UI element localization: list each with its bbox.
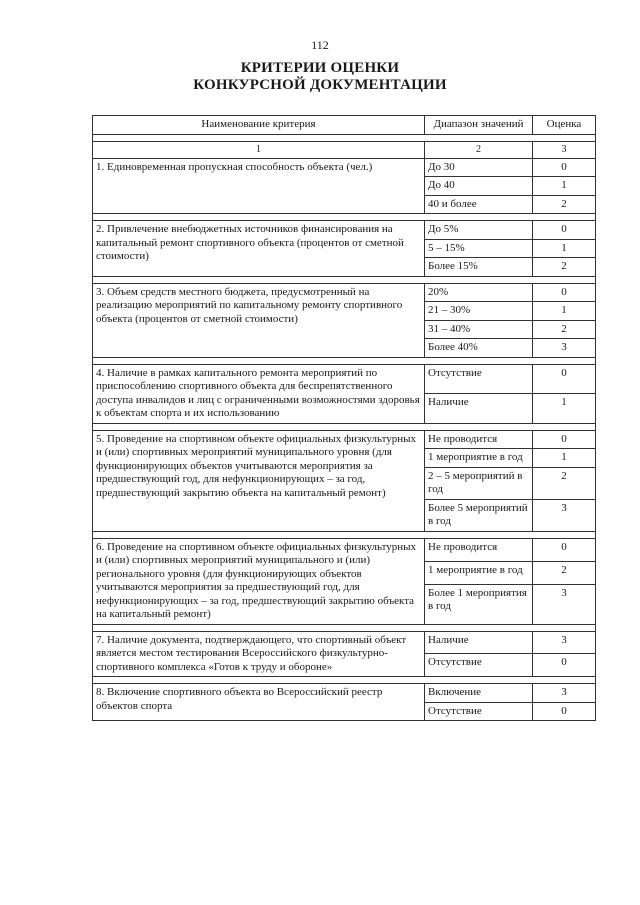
- title-line-1: КРИТЕРИИ ОЦЕНКИ: [240, 60, 400, 76]
- value-range: 1 мероприятие в год: [425, 561, 533, 584]
- row-gap: [93, 214, 596, 221]
- criterion-name: 7. Наличие документа, подтверждающего, что спортивный объект является местом тестирования Всероссийского физкультурно-спортивного комплекса «Готов к труду и обороне»: [93, 631, 425, 677]
- score-value: 3: [533, 584, 596, 624]
- score-value: 0: [533, 283, 596, 302]
- score-value: 2: [533, 467, 596, 499]
- score-value: 1: [533, 177, 596, 196]
- table-header-row: [93, 116, 596, 135]
- table-row: [93, 538, 596, 561]
- score-value: 0: [533, 430, 596, 449]
- value-range: Не проводится: [425, 538, 533, 561]
- header-criterion-name: Наименование критерия: [93, 116, 425, 135]
- value-range: Наличие: [425, 631, 533, 654]
- value-range: 1 мероприятие в год: [425, 449, 533, 468]
- value-range: 31 – 40%: [425, 320, 533, 339]
- value-range: Наличие: [425, 394, 533, 424]
- row-gap: [93, 276, 596, 283]
- table-row: [93, 430, 596, 449]
- value-range: Более 5 мероприятий в год: [425, 499, 533, 531]
- row-gap: [93, 677, 596, 684]
- score-value: 1: [533, 239, 596, 258]
- score-value: 0: [533, 158, 596, 177]
- table-row: [93, 158, 596, 177]
- table-row: [93, 631, 596, 654]
- score-value: 2: [533, 195, 596, 214]
- row-gap: [93, 531, 596, 538]
- score-value: 2: [533, 320, 596, 339]
- column-number-row: [93, 141, 596, 158]
- score-value: 3: [533, 339, 596, 358]
- score-value: 1: [533, 449, 596, 468]
- value-range: 40 и более: [425, 195, 533, 214]
- criterion-name: 3. Объем средств местного бюджета, предусмотренный на реализацию мероприятий по капитальному ремонту спортивного объекта (процентов от сметной стоимости): [93, 283, 425, 357]
- score-value: 0: [533, 221, 596, 240]
- score-value: 3: [533, 631, 596, 654]
- score-value: 0: [533, 654, 596, 677]
- score-value: 0: [533, 702, 596, 721]
- value-range: Более 1 мероприятия в год: [425, 584, 533, 624]
- page-number: 112: [311, 38, 329, 52]
- value-range: 21 – 30%: [425, 302, 533, 321]
- criterion-name: 6. Проведение на спортивном объекте официальных физкультурных и (или) спортивных мероприятий муниципального и (или) регионального уровня (для функционирующих объектов учитываются мероприятия за предшествующий год, для нефункционирующих – за год, предшествующий закрытию объекта на капитальный ремонт): [93, 538, 425, 624]
- criteria-table: [92, 115, 596, 721]
- header-gap: [93, 134, 596, 141]
- table-row: [93, 364, 596, 394]
- value-range: 2 – 5 мероприятий в год: [425, 467, 533, 499]
- table-row: [93, 221, 596, 240]
- value-range: Не проводится: [425, 430, 533, 449]
- criterion-name: 1. Единовременная пропускная способность объекта (чел.): [93, 158, 425, 214]
- value-range: До 30: [425, 158, 533, 177]
- value-range: 5 – 15%: [425, 239, 533, 258]
- value-range: Отсутствие: [425, 654, 533, 677]
- value-range: Отсутствие: [425, 364, 533, 394]
- value-range: До 5%: [425, 221, 533, 240]
- value-range: Отсутствие: [425, 702, 533, 721]
- table-row: [93, 684, 596, 703]
- criterion-name: 4. Наличие в рамках капитального ремонта мероприятий по приспособлению спортивного объекта для беспрепятственного доступа инвалидов и лиц с ограниченными возможностями здоровья к объектам спорта и их использованию: [93, 364, 425, 423]
- value-range: Более 40%: [425, 339, 533, 358]
- score-value: 2: [533, 561, 596, 584]
- score-value: 3: [533, 684, 596, 703]
- value-range: Включение: [425, 684, 533, 703]
- criteria-body: [93, 158, 596, 721]
- value-range: До 40: [425, 177, 533, 196]
- table-row: [93, 283, 596, 302]
- title-line-2: КОНКУРСНОЙ ДОКУМЕНТАЦИИ: [193, 77, 447, 93]
- score-value: 3: [533, 499, 596, 531]
- row-gap: [93, 624, 596, 631]
- value-range: 20%: [425, 283, 533, 302]
- criterion-name: 8. Включение спортивного объекта во Всероссийский реестр объектов спорта: [93, 684, 425, 721]
- criterion-name: 2. Привлечение внебюджетных источников финансирования на капитальный ремонт спортивного объекта (процентов от сметной стоимости): [93, 221, 425, 277]
- column-number-3: 3: [533, 141, 596, 158]
- criterion-name: 5. Проведение на спортивном объекте официальных физкультурных и (или) спортивных мероприятий муниципального уровня (для функционирующих объектов учитываются мероприятия за предшествующий год, для нефункционирующих – за год, предшествующий закрытию объекта на капитальный ремонт): [93, 430, 425, 531]
- header-score: Оценка: [533, 116, 596, 135]
- document-title: [0, 60, 640, 94]
- score-value: 1: [533, 302, 596, 321]
- score-value: 1: [533, 394, 596, 424]
- value-range: Более 15%: [425, 258, 533, 277]
- row-gap: [93, 423, 596, 430]
- score-value: 0: [533, 538, 596, 561]
- header-value-range: Диапазон значений: [425, 116, 533, 135]
- score-value: 2: [533, 258, 596, 277]
- column-number-2: 2: [425, 141, 533, 158]
- column-number-1: 1: [93, 141, 425, 158]
- row-gap: [93, 357, 596, 364]
- score-value: 0: [533, 364, 596, 394]
